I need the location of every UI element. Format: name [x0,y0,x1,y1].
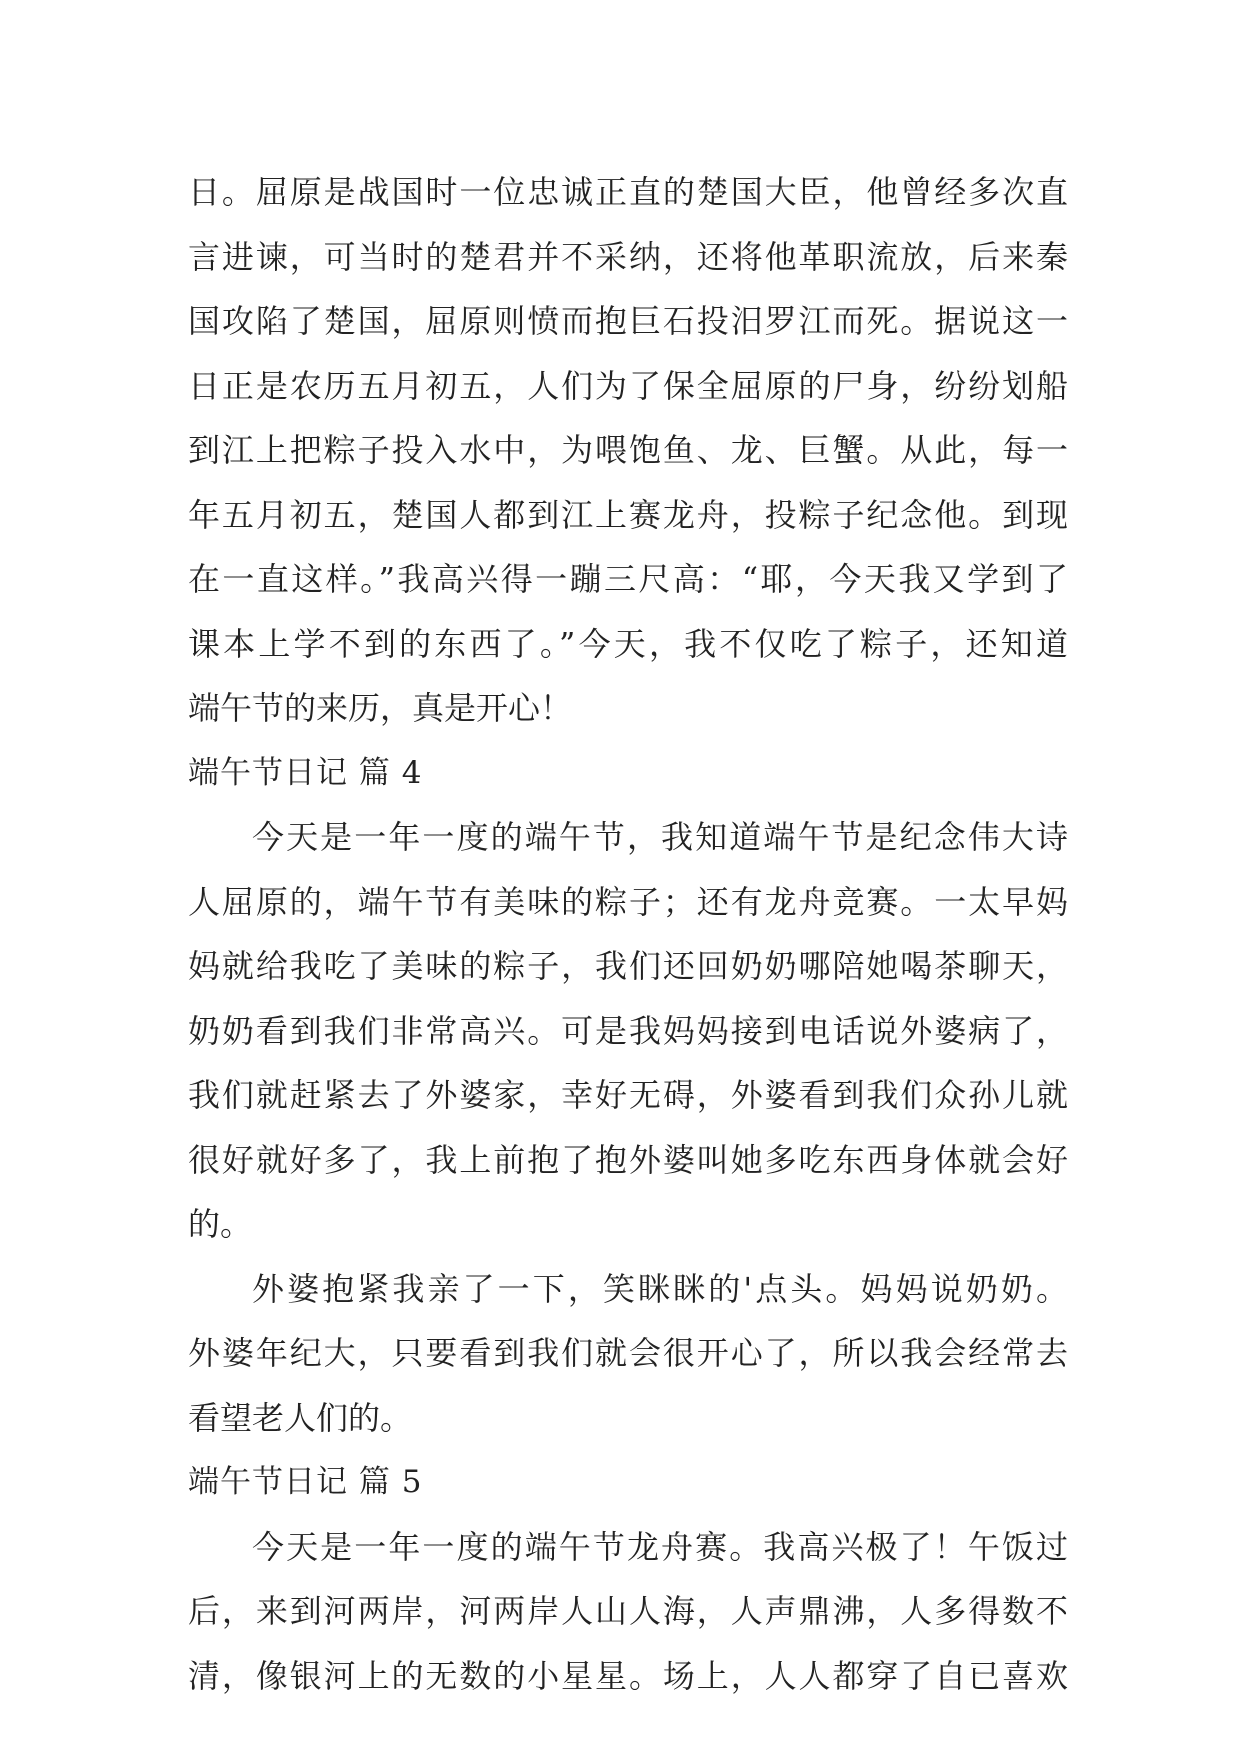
text-line: 年五月初五，楚国人都到江上赛龙舟，投粽子纪念他。到现 [188,495,1068,534]
text-line: 妈就给我吃了美味的粽子，我们还回奶奶哪陪她喝茶聊天， [188,947,1068,985]
text-line: 言进谏，可当时的楚君并不采纳，还将他革职流放，后来秦 [188,237,1068,276]
text-line: 到江上把粽子投入水中，为喂饱鱼、龙、巨蟹。从此，每一 [188,431,1068,469]
text-line: 今天是一年一度的端午节，我知道端午节是纪念伟大诗 [252,818,1068,856]
text-line: 日正是农历五月初五，人们为了保全屈原的尸身，纷纷划船 [188,366,1068,405]
text-line: 课本上学不到的东西了。”今天，我不仅吃了粽子，还知道 [188,624,1068,663]
text-line: 清，像银河上的无数的小星星。场上，人人都穿了自已喜欢 [188,1656,1068,1695]
document-body [188,160,1068,1708]
text-line: 日。屈原是战国时一位忠诚正直的楚国大臣，他曾经多次直 [188,173,1068,211]
text-line: 外婆抱紧我亲了一下，笑眯眯的'点头。妈妈说奶奶。 [252,1269,1068,1308]
text-line: 端午节的来历，真是开心！ [188,689,573,727]
section-heading: 端午节日记 篇 5 [188,1464,423,1500]
paragraph [188,160,1068,741]
paragraph [188,1515,1068,1709]
text-line: 奶奶看到我们非常高兴。可是我妈妈接到电话说外婆病了， [188,1011,1068,1050]
paragraph [188,1257,1068,1451]
text-line: 在一直这样。”我高兴得一蹦三尺高：“耶，今天我又学到了 [188,560,1068,598]
text-line: 人屈原的，端午节有美味的粽子；还有龙舟竞赛。一太早妈 [188,882,1068,921]
text-line: 很好就好多了，我上前抱了抱外婆叫她多吃东西身体就会好 [188,1140,1068,1179]
text-line: 我们就赶紧去了外婆家，幸好无碍，外婆看到我们众孙儿就 [188,1076,1068,1114]
text-line: 国攻陷了楚国，屈原则愤而抱巨石投汨罗江而死。据说这一 [188,302,1068,340]
section-heading: 端午节日记 篇 4 [188,754,423,791]
text-line: 后，来到河两岸，河两岸人山人海，人声鼎沸，人多得数不 [188,1592,1068,1630]
paragraph [188,805,1068,1257]
text-line: 的。 [188,1205,253,1243]
text-line: 看望老人们的。 [188,1398,413,1437]
text-line: 外婆年纪大，只要看到我们就会很开心了，所以我会经常去 [188,1334,1068,1372]
text-line: 今天是一年一度的端午节龙舟赛。我高兴极了！午饭过 [252,1527,1068,1566]
